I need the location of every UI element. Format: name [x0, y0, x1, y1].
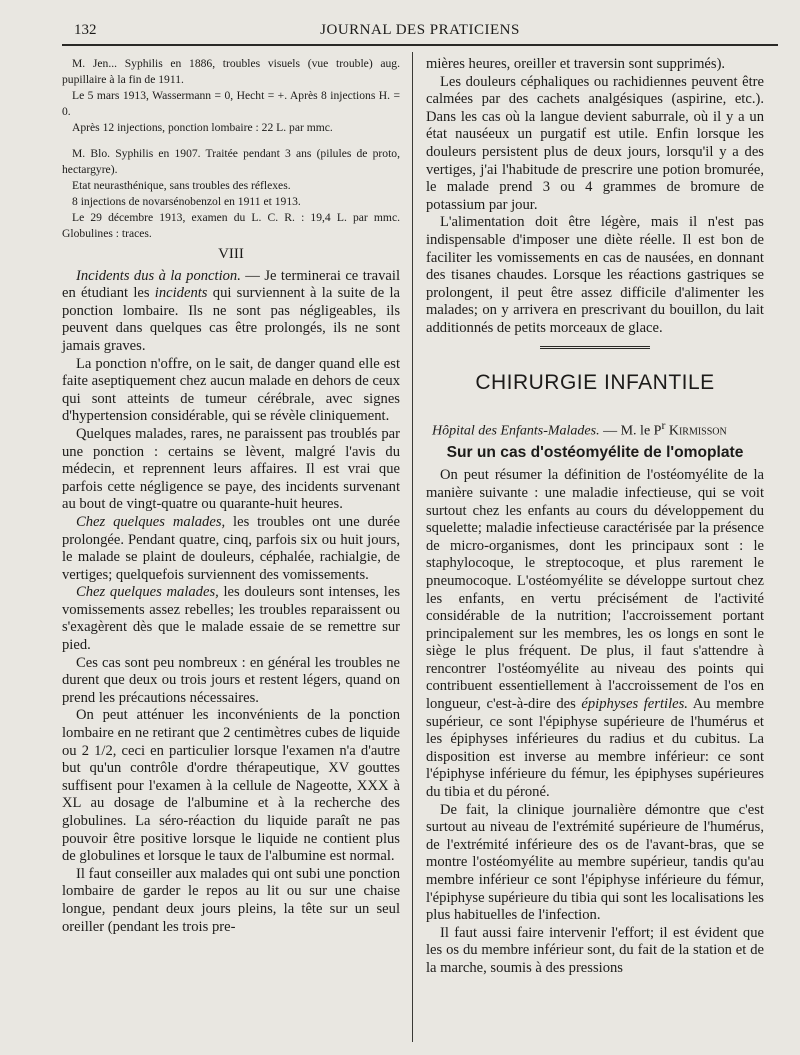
- incidents-text-b: qui surviennent à la suite de la ponction lombaire. Ils ne sont pas négligeables, ils peuvent dans quelques cas être prolongés, ils ne sont jamais graves.: [62, 285, 400, 354]
- paragraph-incidents: [62, 268, 400, 356]
- prolonged-text: les troubles ont une durée prolongée. Pendant quatre, cinq, parfois six ou huit jours, le malade se plaint de douleurs, céphalée, rachialgie, de vertiges; quelquefois surviennent des vomissements.: [62, 513, 400, 583]
- header-rule: [62, 44, 778, 46]
- professor-sup: r: [661, 418, 666, 432]
- case1-line1: M. Jen... Syphilis en 1886, troubles visuels (vue trouble) aug. pupillaire à la fin de 1911.: [62, 57, 400, 86]
- page-header: [62, 22, 778, 44]
- intense-text: les douleurs sont intenses, les vomissements assez rebelles; les troubles reparaissent ou s'exagèrent dès que le malade essaie de se remettre sur pied.: [62, 584, 400, 654]
- right-column: [426, 56, 764, 978]
- case2-line2: Etat neurasthénique, sans troubles des réflexes.: [72, 179, 291, 192]
- left-column: [62, 56, 400, 936]
- incidents-text-a: — Je terminerai ce travail en étudiant les: [62, 267, 400, 302]
- definition-italic: épiphyses fertiles.: [581, 696, 688, 713]
- article-title: Sur un cas d'ostéomyélite de l'omoplate: [446, 443, 744, 461]
- journal-title: JOURNAL DES PRATICIENS: [320, 22, 520, 38]
- case1-line3: Après 12 injections, ponction lombaire : 22 L. par mmc.: [72, 121, 333, 134]
- case-notes: [62, 56, 400, 242]
- paragraph-few-cases: Ces cas sont peu nombreux : en général les troubles ne durent que deux ou trois jours et restent légers, quand on prend les précautions nécessaires.: [62, 654, 400, 706]
- paragraph-clinic: De fait, la clinique journalière démontre que c'est surtout au niveau de l'extrémité supérieure de l'humérus, de l'extrémité inférieure des os de l'avant-bras, que se montre l'ostéomyélite au membre supérieur, tandis qu'au membre inférieur ce sont l'épiphyse inférieure du fémur, l'épiphyse supérieure du tibia qui sont les localisations les plus habituelles de l'infection.: [426, 801, 764, 924]
- section-title: CHIRURGIE INFANTILE: [475, 370, 715, 394]
- paragraph-definition: [426, 467, 764, 801]
- paragraph-danger: La ponction n'offre, on le sait, de danger quand elle est faite aseptiquement chez aucun malade en dehors de ceux qui sont atteints de tumeur cérébrale, avec signes d'hypertension considérable, qui se révèle cliniquement.: [62, 355, 400, 425]
- paragraph-intense: [62, 584, 400, 654]
- page-number: 132: [74, 22, 97, 38]
- hospital-dash: — M. le P: [599, 423, 662, 439]
- section-number: VIII: [218, 246, 244, 262]
- hospital-line: [426, 417, 764, 440]
- definition-text: On peut résumer la définition de l'ostéomyélite de la manière suivante : une maladie infectieuse, qui se voit surtout chez les enfants au cours du développement du squelette; maladie infectieuse caractérisée par la présence de micro-organismes, dont les principaux sont : le staphylocoque, le streptocoque, et plus rarement le pneumocoque. L'ostéomyélite se développe surtout chez les enfants, en vertu précisément de l'activité considérable de la nutrition; l'accroissement portant principalement sur les membres, les os longs en sont le siège le plus fréquent. De plus, il faut s'attendre à rencontrer l'ostéomyélite au niveau des points qui contribuent essentiellement à l'accroissement de l'os en longueur, c'est-à-dire des: [426, 467, 764, 713]
- section-divider: [540, 346, 650, 349]
- case2-line4: Le 29 décembre 1913, examen du L. C. R. : 19,4 L. par mmc. Globulines : traces.: [62, 211, 400, 240]
- case2-line3: 8 injections de novarsénobenzol en 1911 et 1913.: [72, 195, 301, 208]
- paragraph-diet: L'alimentation doit être légère, mais il n'est pas indispensable d'imposer une diète réelle. Il est bon de faciliter les vomissements en cas de nausées, en donnant des tisanes chaudes. Lorsque les réactions gastriques se prolongent, il peut être assez difficile d'alimenter les malades; on y arrivera en prescrivant du bouillon, du lait additionnés de petits morceaux de glace.: [426, 214, 764, 336]
- case2-line1: M. Blo. Syphilis en 1907. Traitée pendant 3 ans (pilules de proto, hectargyre).: [62, 147, 400, 176]
- paragraph-headaches: Les douleurs céphaliques ou rachidiennes peuvent être calmées par des cachets analgésiques (aspirine, etc.). Dans les cas où la langue devient saburrale, où il y a un état nauséeux un purgatif est utile. Enfin lorsque les douleurs persistent plus de deux jours, lorsqu'il y a des vertiges, j'ai l'habitude de prescrire une potion bromurée, le malade prend 3 ou 4 grammes de bromure de potassium par jour.: [426, 73, 764, 213]
- case-gap: [62, 136, 400, 146]
- column-separator: [412, 52, 413, 1042]
- incidents-heading: Incidents dus à la ponction.: [76, 267, 241, 284]
- incidents-word: incidents: [154, 285, 208, 302]
- hospital-name: Hôpital des Enfants-Malades.: [432, 423, 600, 439]
- case1-line2: Le 5 mars 1913, Wassermann = 0, Hecht = +. Après 8 injections H. = 0.: [62, 89, 400, 118]
- paragraph-prolonged: [62, 514, 400, 584]
- prolonged-italic: Chez quelques malades,: [76, 513, 226, 530]
- paragraph-effort: Il faut aussi faire intervenir l'effort; il est évident que les os du membre inférieur sont, du fait de la station et de la marche, soumis à des pressions: [426, 924, 764, 976]
- paragraph-attenuate: On peut atténuer les inconvénients de la ponction lombaire en ne retirant que 2 centimètres cubes de liquide ou 2 1/2, ceci en particulier lorsque l'examen n'a d'autre but qu'un contrôle d'ordre thérapeutique, XV gouttes suffisent pour l'examen à la cellule de Nageotte, XXX à XL au dosage de l'albumine et à la recherche des globulines. La séro-réaction du liquide paraît ne pas pouvoir être positive lorsque le liquide ne contient plus de globulines et lorsque le taux de l'albumine est normal.: [62, 707, 400, 865]
- definition-end: Au membre supérieur, ce sont l'épiphyse supérieure de l'humérus et les épiphyses inférieures du radius et du cubitus. La disposition est inverse au membre inférieur: ce sont l'épiphyse inférieure du fémur, les épiphyses supérieures du tibia et du péroné.: [426, 696, 764, 801]
- intense-italic: Chez quelques malades,: [76, 584, 219, 601]
- paragraph-continued: mières heures, oreiller et traversin sont supprimés).: [426, 56, 726, 72]
- paragraph-advice: Il faut conseiller aux malades qui ont subi une ponction lombaire de garder le repos au lit ou sur une chaise longue, pendant deux jours pleins, la tête sur un seul oreiller (pendant les trois pre-: [62, 865, 400, 935]
- paragraph-rare-patients: Quelques malades, rares, ne paraissent pas troublés par une ponction : certains se lèvent, malgré l'avis du médecin, et reprennent leurs affaires. Il est vrai que parfois cette négligence se paye, des incidents survenant au bout de vingt-quatre ou quarante-huit heures.: [62, 425, 400, 513]
- professor-name: Kirmisson: [668, 423, 727, 439]
